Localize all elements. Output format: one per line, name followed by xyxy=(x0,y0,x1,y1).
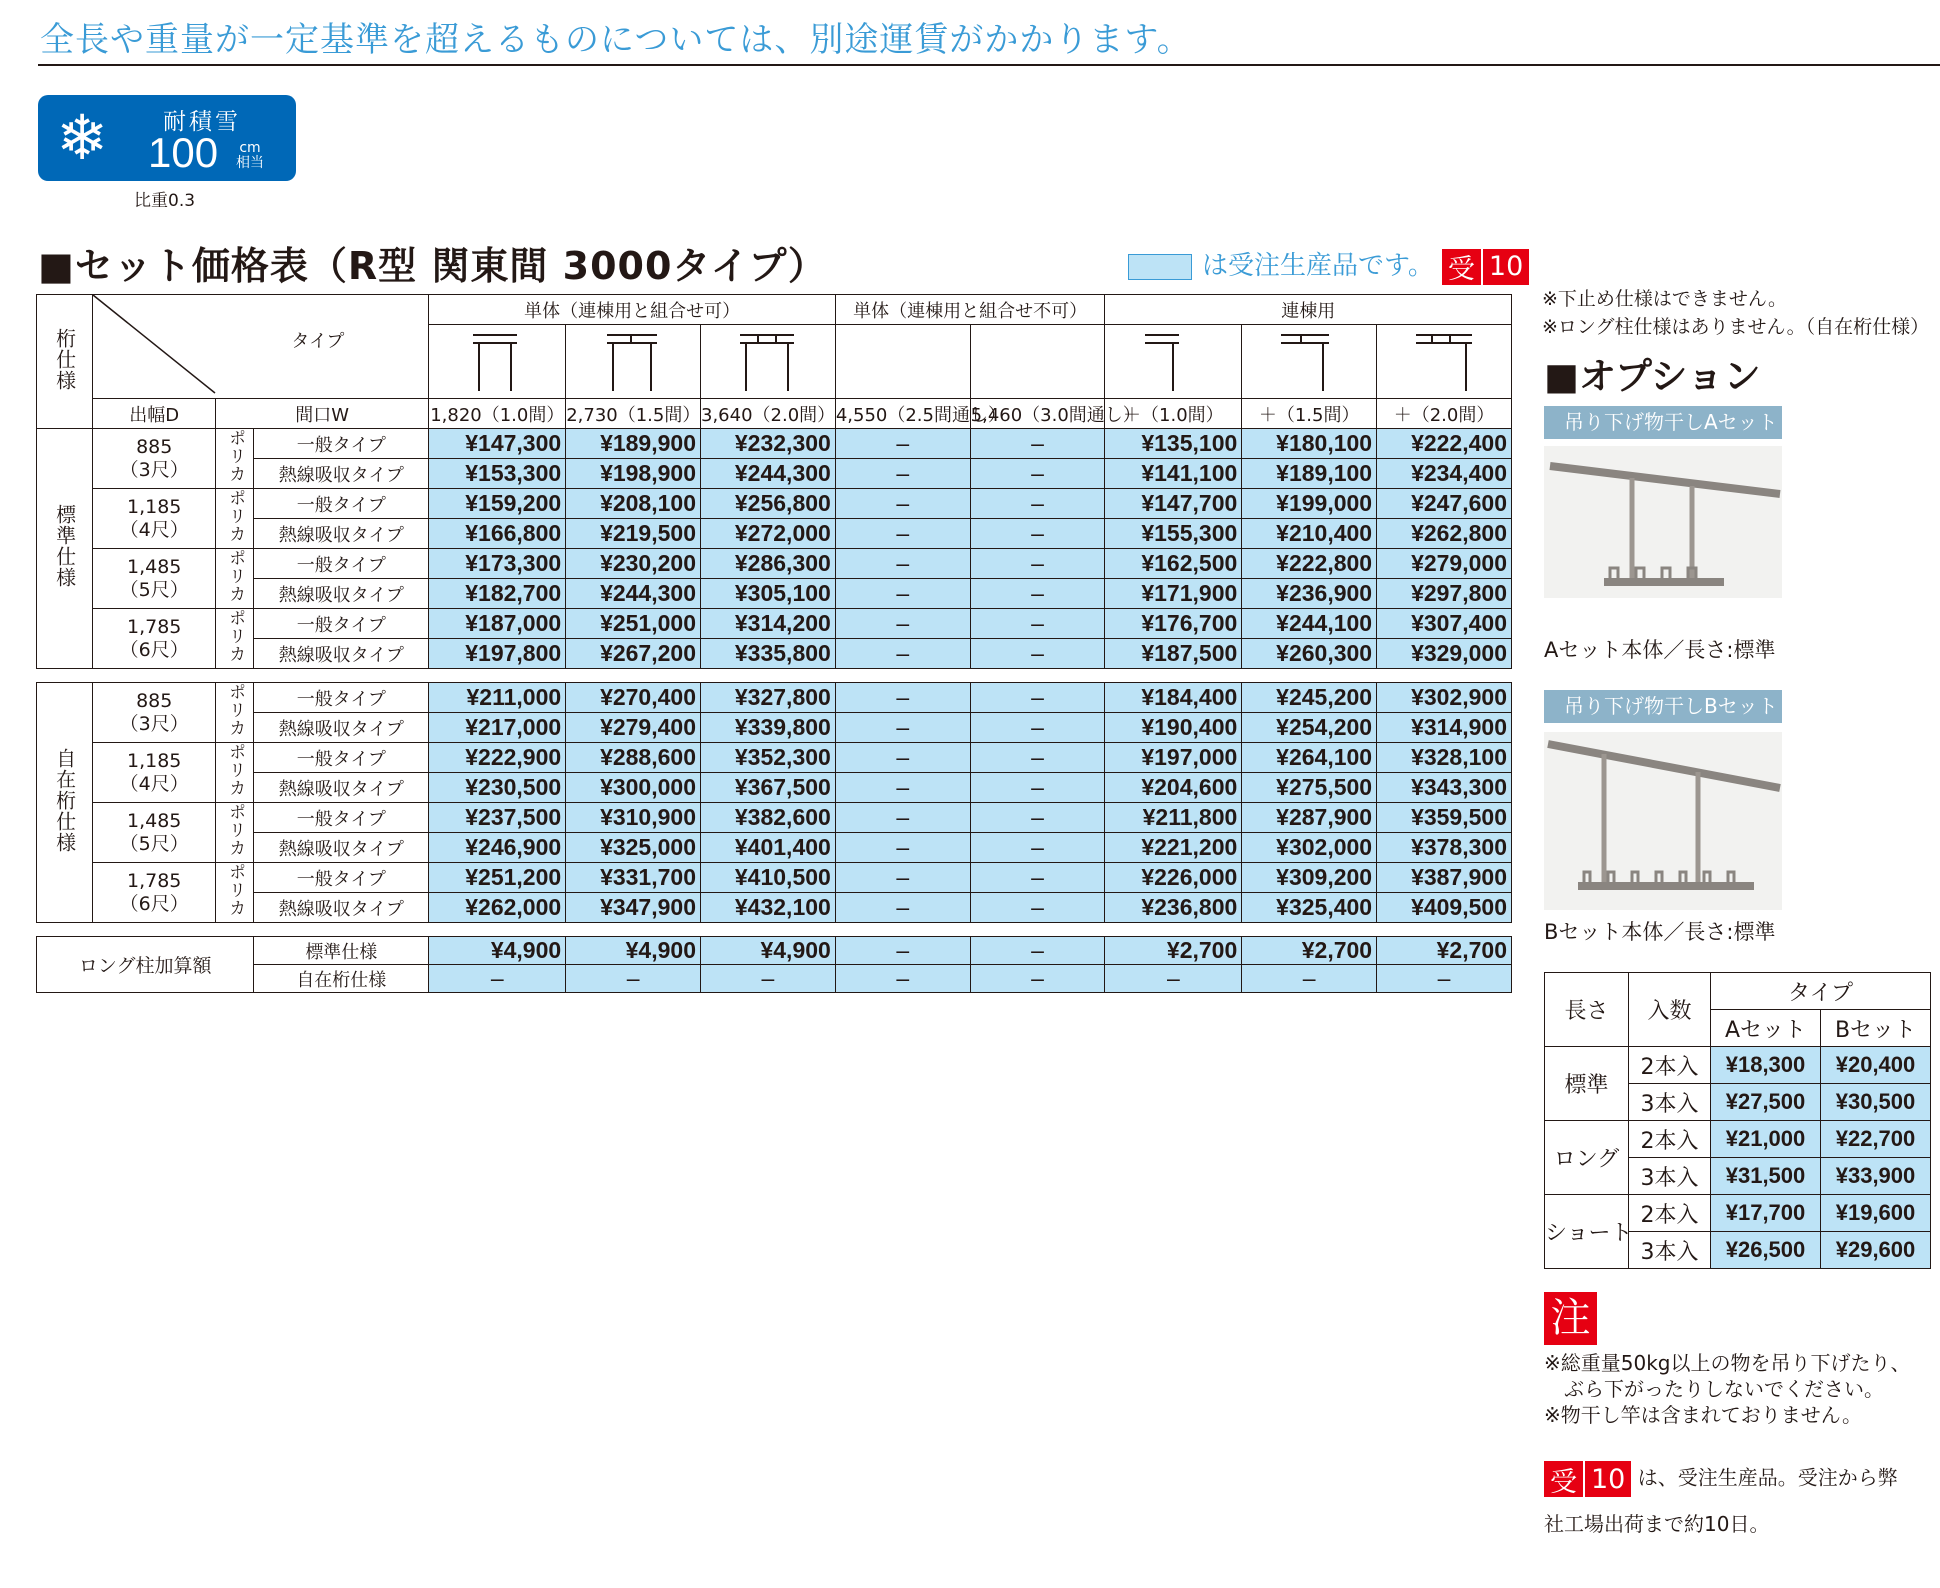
price-cell: ¥331,700 xyxy=(566,863,701,893)
price-cell: – xyxy=(970,773,1105,803)
price-cell: – xyxy=(970,937,1105,965)
price-cell: ¥325,400 xyxy=(1242,893,1377,923)
price-cell: ¥272,000 xyxy=(701,519,836,549)
price-cell: ¥197,800 xyxy=(429,639,566,669)
table-row xyxy=(37,743,1512,773)
width-header-cell: 4,550（2.5間通し） xyxy=(835,399,970,429)
table-row xyxy=(1545,1121,1931,1158)
hanger-b-image xyxy=(1544,732,1782,910)
price-cell: ¥230,500 xyxy=(429,773,566,803)
price-cell: ¥347,900 xyxy=(566,893,701,923)
price-cell: ¥2,700 xyxy=(1242,937,1377,965)
made-to-order-note: 受 10 は、受注生産品。受注から弊 xyxy=(1544,1461,1898,1497)
price-cell: ¥22,700 xyxy=(1821,1121,1931,1158)
a-set-header: Aセット xyxy=(1711,1010,1821,1047)
caution-notes: ※総重量50kg以上の物を吊り下げたり、 ぶら下がったりしないでください。 ※物干し竿は含まれておりません。 xyxy=(1544,1351,1911,1427)
price-cell: ¥198,900 xyxy=(566,459,701,489)
price-cell: – xyxy=(970,639,1105,669)
price-cell: – xyxy=(835,713,970,743)
price-cell: ¥305,100 xyxy=(701,579,836,609)
price-cell: ¥335,800 xyxy=(701,639,836,669)
price-cell: ¥208,100 xyxy=(566,489,701,519)
price-cell: – xyxy=(835,459,970,489)
price-cell: ¥339,800 xyxy=(701,713,836,743)
price-cell: – xyxy=(970,459,1105,489)
option-title: ■オプション xyxy=(1544,355,1761,398)
price-cell: ¥159,200 xyxy=(429,489,566,519)
roof-type-cell: 一般タイプ xyxy=(254,863,429,893)
caution-mark: 注 xyxy=(1544,1292,1597,1345)
price-cell: ¥409,500 xyxy=(1377,893,1512,923)
table-row xyxy=(37,429,1512,459)
price-cell: ¥26,500 xyxy=(1711,1232,1821,1269)
depth-cell: 1,485 （5尺） xyxy=(93,549,216,609)
price-cell: ¥17,700 xyxy=(1711,1195,1821,1232)
legend xyxy=(1128,245,1529,285)
width-header: 間口W xyxy=(216,399,429,429)
width-header-cell: ＋（2.0間） xyxy=(1377,399,1512,429)
price-cell: ¥297,800 xyxy=(1377,579,1512,609)
width-header-cell: 2,730（1.5間） xyxy=(566,399,701,429)
price-cell: ¥287,900 xyxy=(1242,803,1377,833)
price-cell: – xyxy=(835,579,970,609)
table-row xyxy=(37,549,1512,579)
price-cell: ¥4,900 xyxy=(566,937,701,965)
spec-label: 自在桁仕様 xyxy=(37,683,93,923)
price-cell: ¥236,900 xyxy=(1242,579,1377,609)
roof-type-cell: 一般タイプ xyxy=(254,549,429,579)
made-to-order-mark: 受 10 xyxy=(1544,1461,1631,1497)
price-cell: ¥135,100 xyxy=(1105,429,1242,459)
price-cell: ¥264,100 xyxy=(1242,743,1377,773)
table-row xyxy=(37,863,1512,893)
price-cell: ¥310,900 xyxy=(566,803,701,833)
price-table xyxy=(36,294,1512,993)
price-cell: ¥189,900 xyxy=(566,429,701,459)
price-cell: ¥4,900 xyxy=(429,937,566,965)
price-cell: ¥279,000 xyxy=(1377,549,1512,579)
frame-type-icon xyxy=(566,325,701,399)
side-notes: ※下止め仕様はできません。 ※ロング柱仕様はありません。（自在桁仕様） xyxy=(1542,288,1930,338)
price-cell: ¥244,100 xyxy=(1242,609,1377,639)
option-b-tag: 吊り下げ物干しBセット xyxy=(1544,690,1782,723)
price-cell: ¥20,400 xyxy=(1821,1047,1931,1084)
price-cell: – xyxy=(970,713,1105,743)
made-to-order-note-line2: 社工場出荷まで約10日。 xyxy=(1544,1512,1770,1536)
price-cell: ¥2,700 xyxy=(1377,937,1512,965)
price-cell: ¥187,500 xyxy=(1105,639,1242,669)
price-cell: – xyxy=(835,803,970,833)
price-cell: ¥173,300 xyxy=(429,549,566,579)
group-header: 単体（連棟用と組合せ可） xyxy=(429,295,835,325)
price-cell: ¥329,000 xyxy=(1377,639,1512,669)
table-row xyxy=(37,459,1512,489)
price-cell: ¥307,400 xyxy=(1377,609,1512,639)
price-cell: ¥222,900 xyxy=(429,743,566,773)
price-cell: ¥197,000 xyxy=(1105,743,1242,773)
option-price-table xyxy=(1544,972,1931,1269)
price-cell: ¥21,000 xyxy=(1711,1121,1821,1158)
table-row xyxy=(37,683,1512,713)
price-cell: ¥199,000 xyxy=(1242,489,1377,519)
price-cell: ¥262,800 xyxy=(1377,519,1512,549)
price-cell: ¥4,900 xyxy=(701,937,836,965)
keta-header: 桁仕様 xyxy=(37,295,93,429)
roof-type-cell: 熱線吸収タイプ xyxy=(254,459,429,489)
qty-cell: 2本入 xyxy=(1629,1195,1711,1232)
table-row xyxy=(37,965,1512,993)
width-header-cell: 1,820（1.0間） xyxy=(429,399,566,429)
price-cell: – xyxy=(970,803,1105,833)
qty-cell: 3本入 xyxy=(1629,1158,1711,1195)
table-row xyxy=(37,803,1512,833)
price-cell: ¥153,300 xyxy=(429,459,566,489)
price-cell: ¥378,300 xyxy=(1377,833,1512,863)
depth-cell: 1,785 （6尺） xyxy=(93,863,216,923)
depth-cell: 1,485 （5尺） xyxy=(93,803,216,863)
price-cell: ¥246,900 xyxy=(429,833,566,863)
type-diagonal-header: タイプ xyxy=(93,295,429,399)
price-cell: ¥189,100 xyxy=(1242,459,1377,489)
qty-cell: 3本入 xyxy=(1629,1084,1711,1121)
qty-cell: 2本入 xyxy=(1629,1047,1711,1084)
badge-title: 耐積雪 xyxy=(163,109,241,135)
divider xyxy=(38,64,1940,66)
price-cell: – xyxy=(835,519,970,549)
price-cell: ¥237,500 xyxy=(429,803,566,833)
material-cell: ポリカ xyxy=(216,683,254,743)
table-row xyxy=(37,833,1512,863)
price-cell: ¥279,400 xyxy=(566,713,701,743)
price-cell: ¥2,700 xyxy=(1105,937,1242,965)
length-cell: ロング xyxy=(1545,1121,1629,1195)
price-cell: ¥254,200 xyxy=(1242,713,1377,743)
depth-header: 出幅D xyxy=(93,399,216,429)
material-cell: ポリカ xyxy=(216,489,254,549)
price-cell: ¥166,800 xyxy=(429,519,566,549)
price-cell: ¥302,000 xyxy=(1242,833,1377,863)
price-cell: ¥155,300 xyxy=(1105,519,1242,549)
price-cell: – xyxy=(429,965,566,993)
price-cell: ¥328,100 xyxy=(1377,743,1512,773)
width-header-cell: ＋（1.5間） xyxy=(1242,399,1377,429)
price-cell: – xyxy=(835,893,970,923)
depth-cell: 1,785 （6尺） xyxy=(93,609,216,669)
price-cell: ¥29,600 xyxy=(1821,1232,1931,1269)
depth-cell: 885 （3尺） xyxy=(93,683,216,743)
price-cell: ¥359,500 xyxy=(1377,803,1512,833)
price-cell: ¥31,500 xyxy=(1711,1158,1821,1195)
price-cell: – xyxy=(835,937,970,965)
material-cell: ポリカ xyxy=(216,429,254,489)
price-cell: ¥256,800 xyxy=(701,489,836,519)
price-cell: ¥262,000 xyxy=(429,893,566,923)
qty-header: 入数 xyxy=(1629,973,1711,1047)
price-cell: ¥275,500 xyxy=(1242,773,1377,803)
frame-type-icon xyxy=(970,325,1105,399)
price-cell: – xyxy=(970,609,1105,639)
price-cell: ¥234,400 xyxy=(1377,459,1512,489)
spacer-row xyxy=(37,923,1512,937)
material-cell: ポリカ xyxy=(216,549,254,609)
price-cell: ¥251,000 xyxy=(566,609,701,639)
price-cell: ¥190,400 xyxy=(1105,713,1242,743)
legend-swatch xyxy=(1128,254,1192,280)
option-a-caption: Aセット本体／長さ:標準 xyxy=(1544,638,1776,662)
b-set-header: Bセット xyxy=(1821,1010,1931,1047)
price-cell: ¥27,500 xyxy=(1711,1084,1821,1121)
price-cell: ¥180,100 xyxy=(1242,429,1377,459)
price-cell: ¥410,500 xyxy=(701,863,836,893)
table-row xyxy=(37,609,1512,639)
spec-label: 標準仕様 xyxy=(37,429,93,669)
price-cell: ¥226,000 xyxy=(1105,863,1242,893)
price-cell: ¥286,300 xyxy=(701,549,836,579)
price-cell: ¥270,400 xyxy=(566,683,701,713)
price-cell: ¥300,000 xyxy=(566,773,701,803)
diagonal-line xyxy=(93,295,483,393)
roof-type-cell: 熱線吸収タイプ xyxy=(254,639,429,669)
price-cell: – xyxy=(1377,965,1512,993)
price-cell: ¥211,000 xyxy=(429,683,566,713)
price-cell: – xyxy=(970,833,1105,863)
price-cell: ¥184,400 xyxy=(1105,683,1242,713)
badge-number: 100 xyxy=(148,129,219,176)
table-row xyxy=(37,579,1512,609)
price-cell: ¥219,500 xyxy=(566,519,701,549)
material-cell: ポリカ xyxy=(216,863,254,923)
table-row xyxy=(37,489,1512,519)
price-cell: – xyxy=(835,429,970,459)
price-cell: – xyxy=(835,489,970,519)
badge-unit: cm 相当 xyxy=(236,140,264,171)
price-cell: ¥30,500 xyxy=(1821,1084,1931,1121)
roof-type-cell: 一般タイプ xyxy=(254,429,429,459)
price-cell: ¥162,500 xyxy=(1105,549,1242,579)
price-cell: ¥204,600 xyxy=(1105,773,1242,803)
price-cell: ¥267,200 xyxy=(566,639,701,669)
price-cell: ¥141,100 xyxy=(1105,459,1242,489)
price-cell: ¥401,400 xyxy=(701,833,836,863)
length-cell: ショート xyxy=(1545,1195,1629,1269)
price-cell: – xyxy=(970,429,1105,459)
price-cell: – xyxy=(701,965,836,993)
price-cell: – xyxy=(1105,965,1242,993)
type-header: タイプ xyxy=(1711,973,1931,1010)
depth-cell: 885 （3尺） xyxy=(93,429,216,489)
width-header-cell: 3,640（2.0間） xyxy=(701,399,836,429)
material-cell: ポリカ xyxy=(216,743,254,803)
frame-type-icon xyxy=(1242,325,1377,399)
table-row xyxy=(37,937,1512,965)
price-cell: – xyxy=(835,609,970,639)
roof-type-cell: 熱線吸収タイプ xyxy=(254,519,429,549)
spec-cell: 自在桁仕様 xyxy=(254,965,429,993)
price-cell: – xyxy=(835,863,970,893)
price-cell: ¥19,600 xyxy=(1821,1195,1931,1232)
price-cell: ¥314,900 xyxy=(1377,713,1512,743)
width-header-cell: ＋（1.0間） xyxy=(1105,399,1242,429)
price-cell: ¥147,300 xyxy=(429,429,566,459)
price-cell: ¥247,600 xyxy=(1377,489,1512,519)
price-cell: ¥147,700 xyxy=(1105,489,1242,519)
roof-type-cell: 熱線吸収タイプ xyxy=(254,713,429,743)
price-cell: – xyxy=(970,743,1105,773)
table-row xyxy=(1545,1195,1931,1232)
snow-load-badge xyxy=(38,95,296,181)
price-cell: – xyxy=(835,639,970,669)
price-cell: ¥222,400 xyxy=(1377,429,1512,459)
frame-type-icon xyxy=(1105,325,1242,399)
price-cell: ¥221,200 xyxy=(1105,833,1242,863)
price-cell: ¥352,300 xyxy=(701,743,836,773)
price-cell: ¥288,600 xyxy=(566,743,701,773)
price-cell: ¥176,700 xyxy=(1105,609,1242,639)
roof-type-cell: 熱線吸収タイプ xyxy=(254,773,429,803)
badge-note: 比重0.3 xyxy=(134,191,196,211)
price-cell: ¥251,200 xyxy=(429,863,566,893)
roof-type-cell: 一般タイプ xyxy=(254,489,429,519)
price-cell: – xyxy=(835,965,970,993)
option-a-tag: 吊り下げ物干しAセット xyxy=(1544,406,1782,439)
depth-cell: 1,185 （4尺） xyxy=(93,489,216,549)
price-cell: ¥182,700 xyxy=(429,579,566,609)
frame-type-icon xyxy=(1377,325,1512,399)
price-cell: ¥18,300 xyxy=(1711,1047,1821,1084)
price-cell: ¥325,000 xyxy=(566,833,701,863)
frame-type-icon xyxy=(835,325,970,399)
option-b-caption: Bセット本体／長さ:標準 xyxy=(1544,920,1776,944)
price-cell: – xyxy=(970,965,1105,993)
length-header: 長さ xyxy=(1545,973,1629,1047)
price-cell: ¥382,600 xyxy=(701,803,836,833)
price-cell: ¥367,500 xyxy=(701,773,836,803)
table-row xyxy=(1545,1047,1931,1084)
shipping-notice: 全長や重量が一定基準を超えるものについては、別途運賃がかかります。 xyxy=(40,20,1192,60)
price-cell: – xyxy=(970,549,1105,579)
price-cell: ¥387,900 xyxy=(1377,863,1512,893)
price-cell: ¥260,300 xyxy=(1242,639,1377,669)
price-cell: – xyxy=(1242,965,1377,993)
price-cell: ¥244,300 xyxy=(566,579,701,609)
width-header-cell: 5,460（3.0間通し） xyxy=(970,399,1105,429)
price-cell: ¥343,300 xyxy=(1377,773,1512,803)
price-cell: – xyxy=(970,489,1105,519)
group-header: 連棟用 xyxy=(1105,295,1512,325)
roof-type-cell: 熱線吸収タイプ xyxy=(254,893,429,923)
price-cell: – xyxy=(835,833,970,863)
roof-type-cell: 一般タイプ xyxy=(254,609,429,639)
table-row xyxy=(37,773,1512,803)
qty-cell: 2本入 xyxy=(1629,1121,1711,1158)
table-row xyxy=(37,519,1512,549)
material-cell: ポリカ xyxy=(216,609,254,669)
made-to-order-mark: 受 10 xyxy=(1442,249,1529,285)
long-post-label: ロング柱加算額 xyxy=(37,937,254,993)
price-cell: – xyxy=(970,683,1105,713)
group-header: 単体（連棟用と組合せ不可） xyxy=(835,295,1105,325)
length-cell: 標準 xyxy=(1545,1047,1629,1121)
price-cell: ¥210,400 xyxy=(1242,519,1377,549)
price-cell: ¥232,300 xyxy=(701,429,836,459)
roof-type-cell: 一般タイプ xyxy=(254,683,429,713)
price-cell: – xyxy=(835,683,970,713)
price-cell: ¥302,900 xyxy=(1377,683,1512,713)
snowflake-icon: ❄ xyxy=(56,101,108,174)
price-cell: – xyxy=(970,893,1105,923)
price-cell: ¥187,000 xyxy=(429,609,566,639)
price-cell: – xyxy=(970,579,1105,609)
price-cell: ¥33,900 xyxy=(1821,1158,1931,1195)
price-cell: ¥222,800 xyxy=(1242,549,1377,579)
price-cell: ¥245,200 xyxy=(1242,683,1377,713)
price-cell: – xyxy=(835,549,970,579)
table-row xyxy=(37,639,1512,669)
price-cell: ¥230,200 xyxy=(566,549,701,579)
table-row xyxy=(37,713,1512,743)
price-cell: – xyxy=(566,965,701,993)
roof-type-cell: 一般タイプ xyxy=(254,743,429,773)
price-cell: ¥217,000 xyxy=(429,713,566,743)
price-cell: ¥327,800 xyxy=(701,683,836,713)
price-cell: ¥236,800 xyxy=(1105,893,1242,923)
spec-cell: 標準仕様 xyxy=(254,937,429,965)
price-cell: – xyxy=(970,519,1105,549)
price-cell: ¥432,100 xyxy=(701,893,836,923)
price-cell: – xyxy=(970,863,1105,893)
roof-type-cell: 熱線吸収タイプ xyxy=(254,579,429,609)
hanger-a-image xyxy=(1544,446,1782,598)
spacer-row xyxy=(37,669,1512,683)
table-row xyxy=(37,893,1512,923)
price-cell: – xyxy=(835,773,970,803)
price-cell: ¥314,200 xyxy=(701,609,836,639)
price-cell: ¥309,200 xyxy=(1242,863,1377,893)
price-cell: – xyxy=(835,743,970,773)
material-cell: ポリカ xyxy=(216,803,254,863)
price-cell: ¥171,900 xyxy=(1105,579,1242,609)
roof-type-cell: 熱線吸収タイプ xyxy=(254,833,429,863)
price-cell: ¥211,800 xyxy=(1105,803,1242,833)
table-title: ■セット価格表（R型 関東間 3000タイプ） xyxy=(38,244,827,288)
legend-text: は受注生産品です。 xyxy=(1202,251,1434,281)
depth-cell: 1,185 （4尺） xyxy=(93,743,216,803)
frame-type-icon xyxy=(701,325,836,399)
qty-cell: 3本入 xyxy=(1629,1232,1711,1269)
price-cell: ¥244,300 xyxy=(701,459,836,489)
roof-type-cell: 一般タイプ xyxy=(254,803,429,833)
